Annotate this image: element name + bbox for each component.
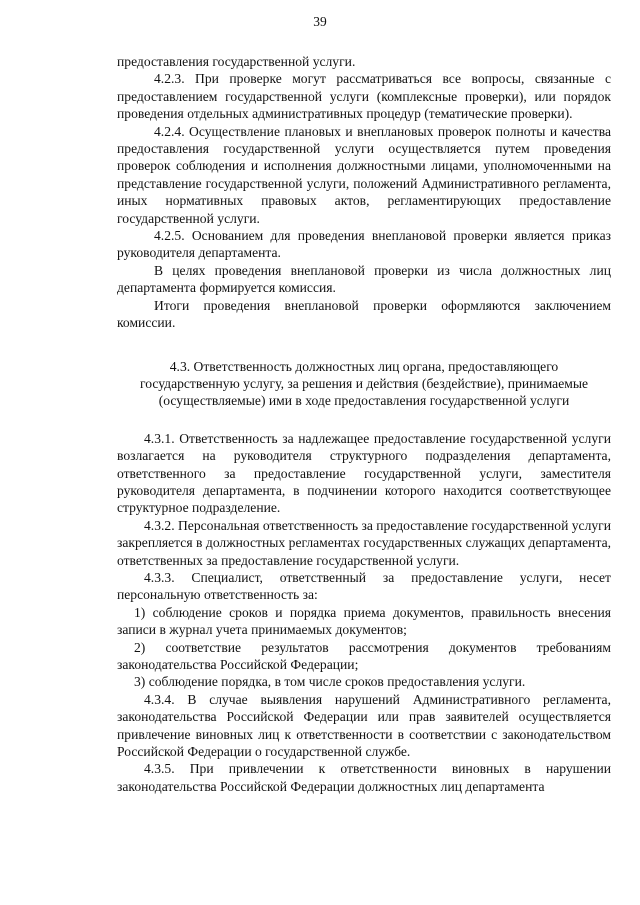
list-item: 3) соблюдение порядка, в том числе сроков предоставления услуги.	[134, 674, 526, 690]
paragraph-commission: В целях проведения внеплановой проверки из числа должностных лиц департамента формируется комиссия.	[117, 262, 611, 296]
list-item: 2) соответствие результатов рассмотрения документов требованиям законодательства Российской Федерации;	[117, 639, 611, 672]
heading-line: (осуществляемые) ими в ходе предоставления государственной услуги	[158, 393, 570, 409]
paragraph-4-3-1: 4.3.1. Ответственность за надлежащее предоставление государственной услуги возлагается на руководителя структурного подразделения департамента, ответственного за предоставление государственной услуги, заместителя руководителя департамента, в подчинении которого находится соответствующее структурное подразделение.	[117, 430, 611, 516]
paragraph-4-3-4: 4.3.4. В случае выявления нарушений Административного регламента, законодательства Российской Федерации или прав заявителей осуществляется привлечение виновных лиц к ответственности в соответствии с законодательством Российской Федерации о государственной службе.	[117, 691, 611, 760]
list-item: 1) соблюдение сроков и порядка приема документов, правильность внесения записи в журнал учета принимаемых документов;	[117, 604, 611, 638]
section-heading-4-3	[117, 358, 611, 410]
paragraph-4-2-4: 4.2.4. Осуществление плановых и внеплановых проверок полноты и качества предоставления государственной услуги осуществляется путем проведения проверок соблюдения и исполнения должностными лицами, уполномоченными на представление государственной услуги, положений Административного регламента, иных нормативных правовых актов, регламентирующих предоставление государственной услуги.	[117, 123, 611, 226]
paragraph-4-3-3: 4.3.3. Специалист, ответственный за предоставление услуги, несет персональную ответственность за:	[117, 569, 611, 603]
paragraph-4-3-5: 4.3.5. При привлечении к ответственности виновных в нарушении законодательства Российской Федерации должностных лиц департамента	[117, 761, 611, 794]
heading-line: 4.3. Ответственность должностных лиц органа, предоставляющего	[169, 358, 559, 374]
paragraph-4-3-2: 4.3.2. Персональная ответственность за предоставление государственной услуги закрепляется в должностных регламентах государственных служащих департамента, ответственных за предоставление государственной услуги.	[117, 517, 612, 568]
page-number: 39	[313, 14, 327, 29]
paragraph-4-2-5: 4.2.5. Основанием для проведения внеплановой проверки является приказ руководителя департамента.	[117, 228, 611, 261]
paragraph-4-2-3: 4.2.3. При проверке могут рассматриваться все вопросы, связанные с предоставлением государственной услуги (комплексные проверки), или порядок проведения отдельных административных процедур (тематические проверки).	[117, 71, 611, 122]
paragraph-results: Итоги проведения внеплановой проверки оформляются заключением комиссии.	[117, 297, 611, 331]
paragraph: предоставления государственной услуги.	[117, 54, 356, 69]
document-body	[117, 53, 611, 795]
heading-line: государственную услугу, за решения и действия (бездействие), принимаемые	[139, 375, 588, 391]
